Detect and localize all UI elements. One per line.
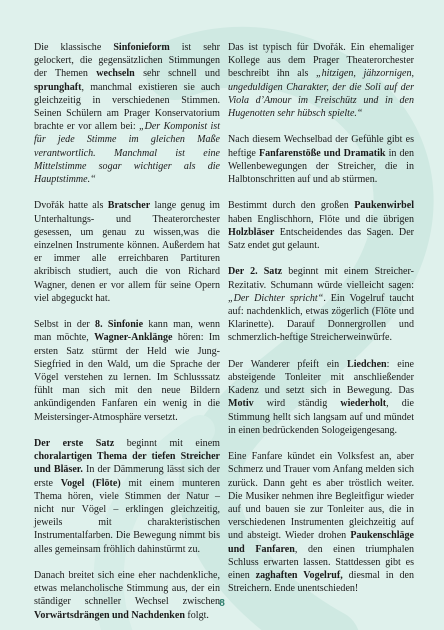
right-column [228,41,414,595]
bold-term: Bratscher [107,200,151,212]
paragraph-fanfare [228,450,414,595]
text: , die Stimmung hellt sich langsam auf und mündet in einen bedrückenden Sologeigengesang. [228,398,414,436]
paragraph-melancholisch [34,569,220,622]
bold-term: Vogel (Flöte) [60,477,121,489]
page-number: 8 [219,598,225,609]
text: diesmal in den Streichern. Ende unentschieden! [228,570,414,595]
text: Die klassische [34,42,114,53]
bold-term: Vorwärtsdrängen und Nachdenken [34,609,185,621]
text: Das ist typisch für Dvořák. Ein ehemaliger Kollege aus dem Prager Theaterorchester beschreibt ihn als [228,42,414,80]
paragraph-bratscher [34,199,220,305]
text: lange genug im Unterhaltungs- und Theaterorchester gesessen, um genau zu wissen,was die einzelnen Instrumente können. Außerdem hat er immer alle erreichbaren Partituren akribisch studiert, auch die von Richard Wagner, denen er vor allem für seine Opern viel abgeguckt hat. [34,200,220,304]
text: mit einem munteren Thema hören, viele Stimmen der Natur – nicht nur Vögel – erklingen gleichzeitig, jeweils mit charakteristischen Instrumentalfarben. Die Bewegung nimmt bis alles gemeinsam fröhlich dahinstürmt zu. [34,477,220,555]
text: Nach diesem Wechselbad der Gefühle gibt es heftige [228,134,414,159]
text: kann man, wenn man möchte, [34,319,220,344]
text: sehr schnell und [134,68,220,80]
paragraph-typisch [228,41,414,120]
text: Entscheidendes das Sagen. Der Satz endet gut gelaunt. [228,226,414,252]
text: hören: Im ersten Satz stürmt der Held wie Jung-Siegfried in den Wald, um die Sprache der Vögel verstehen zu lernen. Im Schlusssatz fühlt man sich mit den neue Bildern ankündigenden Fanfaren ein wenig in die Meistersinger-Atmosphäre versetzt. [34,332,220,423]
text: Der Wanderer pfeift ein [228,358,347,370]
left-column [34,41,220,622]
text: Danach breitet sich eine eher nachdenkliche, etwas melancholische Stimmung aus, der ein ständiger schneller Wechsel zwischen [34,570,220,608]
bold-term: Der erste Satz [34,438,115,450]
text: , manchmal existieren sie auch gleichzeitig in verschiedenen Stimmen. Seinen Schülern am Prager Konservatorium brachte er vor allem bei: [34,81,220,133]
text: . Ein Vogelruf taucht auf: nachdenklich, etwas zögerlich (Flöte und Klarinette). Darauf Donnergrollen und schmerzlich-heftige Streicherweinwürfe. [228,292,414,344]
bold-term: wechseln [96,68,135,80]
text: , den einen triumphalen Schluss erwarten lassen. Stattdessen gibt es einen [228,543,415,582]
text: beginnt mit einem Streicher-Rezitativ. Schumann würde vielleicht sagen: [228,266,414,291]
text: Eine Fanfare kündet ein Volksfest an, aber Schmerz und Trauer vom Anfang melden sich zurück. Dann geht es aber tröstlich weiter. Die Musiker nehmen ihre Begleitfigur wieder auf und bauen sie zur Tonleiter aus, die in verschiedenen Instrumenten gleichzeitig auf und absteigt. Wieder drohen [228,451,414,542]
text: wird ständig [253,398,341,410]
bold-term: Fanfarenstöße und Dramatik [258,147,386,159]
text: beginnt mit einem [114,438,220,450]
paragraph-sinfonieform [34,41,220,186]
bold-term: wiederholt [340,398,387,410]
text: haben Englischhorn, Flöte und die übrigen [228,213,414,225]
bold-term: sprunghaft [34,81,82,93]
bold-term: Paukenschläge und Fanfaren [228,530,414,555]
quote: „Der Dichter spricht“ [228,292,324,304]
bold-term: Der 2. Satz [228,266,283,278]
text: Bestimmt durch den großen [228,200,355,212]
paragraph-zweiter-satz [228,265,414,344]
bold-term: 8. Sinfonie [95,319,144,331]
text: folgt. [184,609,209,621]
paragraph-erster-satz [34,437,220,556]
bold-term: choralartigen Thema der tiefen Streicher und Bläser. [34,451,220,476]
paragraph-wechselbad [228,133,414,186]
article-body [34,41,415,621]
text: : eine absteigende Tonleiter mit anschließender Kadenz und setzt sich in Bewegung. Das [228,358,414,397]
text: In der Dämmerung lässt sich der erste [34,464,220,489]
text: ist sehr gelockert, die gegensätzlichen Stimmungen der Themen [34,42,220,80]
bold-term: Paukenwirbel [354,200,414,212]
bold-term: Holzbläser [228,226,275,238]
bold-term: Liedchen [347,358,387,370]
text: in den Wellenbewegungen der Streicher, die in Halbtonschritten auf und ab stürmen. [228,147,414,186]
bold-term: Wagner-Anklänge [94,332,173,344]
paragraph-wanderer [228,358,414,437]
quote: „Der Komponist ist für jede Stimme im gleichen Maße verantwortlich. Manchmal ist eine Mittelstimme sogar wichtiger als die Hauptstimme.“ [34,121,220,186]
bold-term: Sinfonieform [113,42,170,53]
bold-term: zaghaften Vogelruf, [255,570,343,582]
paragraph-paukenwirbel [228,199,414,252]
bold-term: Motiv [228,398,254,410]
quote: „hitzigen, jähzornigen, ungeduldigen Charakter, der die Soli auf der Viola d’Amour im Freischütz und in den Hugenotten sehr hübsch spielte.“ [228,68,414,120]
text: Selbst in der [34,319,96,331]
paragraph-wagner [34,318,220,424]
text: Dvořák hatte als [34,200,108,212]
